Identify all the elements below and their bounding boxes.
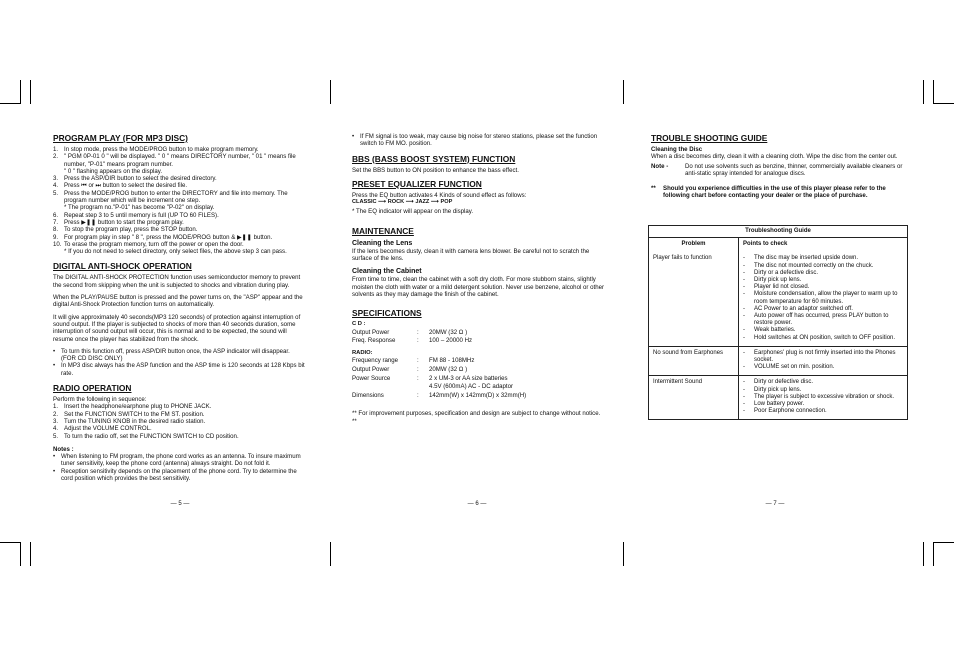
step-number: 5. xyxy=(53,189,59,197)
column-header-points: Points to check xyxy=(743,241,788,248)
step-number: 1. xyxy=(53,403,59,411)
step-number: 1. xyxy=(53,146,59,153)
checks-cell xyxy=(739,252,907,345)
step-text: In stop mode, press the MODE/PROG button to make program memory. xyxy=(64,146,259,153)
problem-cell: No sound from Earphones xyxy=(649,347,739,376)
step-number: 3. xyxy=(53,175,59,183)
spec-colon: : xyxy=(417,374,419,382)
radio-steps xyxy=(53,403,306,439)
step-text: Insert the headphone/earphone plug to PHONE JACK. xyxy=(64,403,212,411)
bbs-heading: BBS (BASS BOOST SYSTEM) FUNCTION xyxy=(352,153,516,164)
list-item xyxy=(53,418,306,425)
problem-cell: Player fails to function xyxy=(649,252,739,345)
list-item xyxy=(53,403,306,410)
table-title: Troubleshooting Guide xyxy=(649,226,907,238)
column-header-problem: Problem xyxy=(649,238,739,252)
anti-shock-bullets xyxy=(53,348,306,377)
star-label: ** xyxy=(651,185,656,193)
list-item xyxy=(53,168,306,175)
step-text: Press ▶❚❚ button to start the program play. xyxy=(64,218,184,226)
table-row xyxy=(649,252,907,345)
list-item xyxy=(53,204,306,211)
troubleshooting-heading: TROUBLE SHOOTING GUIDE xyxy=(651,133,768,143)
list-item xyxy=(53,241,306,248)
spec-value: 20MW (32 Ω ) xyxy=(429,328,468,336)
list-item xyxy=(53,433,306,440)
step-text: " 0 " flashing appears on the display. xyxy=(64,167,163,175)
step-text: To stop the program play, press the STOP button. xyxy=(64,226,198,234)
cabinet-text: From time to time, clean the cabinet with a soft dry cloth. For more stubborn stains, slightly moisten the cloth with water or a mild detergent solution. Never use benzene, alcohol or other solvents as they may damage the finish of the cabinet. xyxy=(352,276,605,298)
list-item: - Hold switches at ON position, switch to OFF position. xyxy=(743,334,896,341)
step-number: 4. xyxy=(53,425,59,433)
step-number: 9. xyxy=(53,233,59,241)
cleaning-disc-title: Cleaning the Disc xyxy=(651,146,703,153)
arrow-right-icon: ⟶ xyxy=(430,199,439,206)
cd-specs xyxy=(352,329,605,345)
step-text: To erase the program memory, turn off the power or open the door. xyxy=(64,240,244,248)
spec-value: 2 x UM-3 or AA size batteries xyxy=(429,374,508,382)
radio-specs xyxy=(352,357,605,399)
program-play-steps xyxy=(53,146,306,255)
step-text: Repeat step 3 to 5 until memory is full (UP TO 60 FILES). xyxy=(64,211,219,219)
step-text: * If you do not need to select directory, only select files, the above step 3 can pass. xyxy=(64,248,287,256)
page-6 xyxy=(352,133,605,425)
eq-heading: PRESET EQUALIZER FUNCTION xyxy=(352,178,482,189)
step-number: 3. xyxy=(53,417,59,425)
page-7 xyxy=(651,133,906,200)
spec-colon xyxy=(417,383,429,390)
table-row xyxy=(649,346,907,376)
eq-text: Press the EQ button activates 4 Kinds of sound effect as follows: xyxy=(352,191,527,199)
list-item: - Dirty pick up lens. xyxy=(743,386,802,393)
spec-colon: : xyxy=(417,392,419,400)
list-item: - Dirty or defective disc. xyxy=(743,379,814,386)
step-number xyxy=(53,248,64,255)
arrow-right-icon: ⟶ xyxy=(378,199,387,206)
spec-value: 20MW (32 Ω ) xyxy=(429,365,468,373)
troubleshooting-table xyxy=(648,225,908,420)
note-text: Do not use solvents such as benzine, thinner, commercially available cleaners or anti-static spray intended for analogue discs. xyxy=(685,162,903,177)
bbs-text: Set the BBS button to ON position to enhance the bass effect. xyxy=(352,166,519,174)
anti-shock-paragraph-3: It will give approximately 40 seconds(MP3 120 seconds) of protection against interruption of sound output. If the player is subjected to shocks of more than 40 seconds duration, some interruption of sound output will occur, this is normal and to be expected, the sound will resume once the player has stabilized from the shock. xyxy=(53,313,301,343)
step-number: 6. xyxy=(53,211,59,219)
page-number-6: — 6 — xyxy=(467,501,487,507)
step-number: 4. xyxy=(53,182,59,190)
anti-shock-paragraph-1: The DIGITAL ANTI-SHOCK PROTECTION function uses semiconductor memory to prevent the second from skipping when the unit is subjected to shocks and vibration during play. xyxy=(53,274,301,289)
list-item: - Poor Earphone connection. xyxy=(743,408,827,415)
step-text: Turn the TUNING KNOB in the desired radio station. xyxy=(64,417,206,425)
star-text: Should you experience difficulties in the use of this player please refer to the following chart before contacting your dealer or the place of purchase. xyxy=(663,185,886,200)
eq-mode-classic: CLASSIC xyxy=(352,199,377,206)
list-item: - AC Power to an adaptor switched off. xyxy=(743,305,853,312)
spec-key: Freq. Response xyxy=(352,337,396,345)
refer-chart-note xyxy=(651,185,906,200)
step-number: 5. xyxy=(53,432,59,440)
list-item: - Low battery power. xyxy=(743,401,805,408)
list-item xyxy=(53,234,306,241)
list-item xyxy=(53,190,306,205)
list-item: - Dirty or a defective disc. xyxy=(743,269,819,276)
list-item: - The disc not mounted correctly on the chuck. xyxy=(743,262,874,269)
checks-cell xyxy=(739,376,907,419)
list-item: • Reception sensitivity depends on the placement of the phone cord. Try to determine the cord position which provides the best sensitivity. xyxy=(53,467,297,482)
step-number xyxy=(53,204,64,211)
checks-cell xyxy=(739,347,907,376)
table-body xyxy=(649,252,907,419)
list-item: - Earphones' plug is not firmly inserted into the Phones socket. xyxy=(743,349,896,364)
list-item xyxy=(53,425,306,432)
spec-value: 100 – 20000 Hz xyxy=(429,337,473,345)
cleaning-disc-text: When a disc becomes dirty, clean it with a cleaning cloth. Wipe the disc from the center out. xyxy=(651,153,898,161)
anti-shock-paragraph-2: When the PLAY/PAUSE button is pressed and the power turns on, the "ASP" appear and the digital Anti-Shock Protection function turns on automatically. xyxy=(53,294,303,309)
specs-footnote: ** For improvement purposes, specification and design are subject to change without notice. ** xyxy=(352,410,601,425)
list-item xyxy=(53,212,306,219)
notes-label: Notes : xyxy=(53,445,74,453)
page-number-7: — 7 — xyxy=(765,501,785,507)
list-item: - Moisture condensation, allow the player to warm up to room temperature for 60 minutes. xyxy=(743,291,898,305)
step-text: Press the MODE/PROG button to enter the DIRECTORY and file into memory. The program number which will be increment one step. xyxy=(64,189,288,205)
list-item xyxy=(53,226,306,233)
table-row xyxy=(649,375,907,419)
spec-key: Output Power xyxy=(352,328,390,336)
spec-value: FM 88 - 108MHz xyxy=(429,356,475,364)
spec-key: Frequency range xyxy=(352,356,399,364)
eq-note: * The EQ indicator will appear on the display. xyxy=(352,208,474,216)
cleaning-note xyxy=(651,163,906,178)
spec-value: 142mm(W) x 142mm(D) x 32mm(H) xyxy=(429,392,527,400)
spec-colon: : xyxy=(417,328,419,336)
radio-heading: RADIO OPERATION xyxy=(53,383,132,394)
program-play-heading: PROGRAM PLAY (FOR MP3 DISC) xyxy=(53,133,188,143)
step-text: * The program no."P-01" has become "P-02" on display. xyxy=(64,204,215,212)
anti-shock-heading: DIGITAL ANTI-SHOCK OPERATION xyxy=(53,261,192,272)
page-5 xyxy=(53,133,306,482)
specs-heading: SPECIFICATIONS xyxy=(352,308,422,319)
step-text: Adjust the VOLUME CONTROL. xyxy=(64,425,152,433)
step-text: Press the ASP/DIR button to select the desired directory. xyxy=(64,175,217,183)
step-number: 2. xyxy=(53,153,59,161)
spec-colon: : xyxy=(417,356,419,364)
page-number-5: — 5 — xyxy=(170,501,190,507)
spec-value: 4.5V (600mA) AC - DC adaptor xyxy=(429,383,513,391)
step-number xyxy=(53,168,64,175)
list-item: - The player is subject to excessive vibration or shock. xyxy=(743,393,895,400)
list-item xyxy=(53,219,306,226)
list-item: • To turn this function off, press ASP/DIR button once, the ASP indicator will disappear. (FOR CD DISC ONLY) xyxy=(53,347,290,363)
step-text: Set the FUNCTION SWITCH to the FM ST. position. xyxy=(64,410,205,418)
step-text: Press ⏮ or ⏭ button to select the desired file. xyxy=(64,182,188,190)
list-item: - VOLUME set on min. position. xyxy=(743,364,835,371)
radio-notes xyxy=(53,453,306,482)
list-item: • When listening to FM program, the phone cord works as an antenna. To insure maximum tuner sensitivity, keep the phone cord (antenna) always straight. Do not fold it. xyxy=(53,453,301,468)
list-item: - Player lid not closed. xyxy=(743,284,810,291)
list-item: - Weak batteries. xyxy=(743,327,796,334)
radio-intro: Perform the following in sequence: xyxy=(53,396,147,404)
note-label: Note - xyxy=(651,162,669,170)
table-header-row xyxy=(649,238,907,252)
lens-text: If the lens becomes dusty, clean it with camera lens blower. Be careful not to scratch the surface of the lens. xyxy=(352,247,590,263)
eq-mode-rock: ROCK xyxy=(387,199,405,206)
list-item: - Dirty pick up lens. xyxy=(743,277,802,284)
cd-label: C D : xyxy=(352,321,366,328)
step-number: 7. xyxy=(53,218,59,226)
step-text: To turn the radio off, set the FUNCTION SWITCH to CD position. xyxy=(64,432,239,440)
list-item xyxy=(53,248,306,255)
step-number: 8. xyxy=(53,226,59,234)
eq-mode-sequence xyxy=(352,199,605,206)
spec-key: Power Source xyxy=(352,374,391,382)
spec-colon: : xyxy=(417,337,419,345)
cabinet-title: Cleaning the Cabinet xyxy=(352,268,422,276)
list-item: • If FM signal is too weak, may cause big noise for stereo stations, please set the function switch to FM MO. position. xyxy=(352,133,598,148)
spec-key xyxy=(352,383,417,390)
spec-colon: : xyxy=(417,365,419,373)
list-item xyxy=(53,411,306,418)
eq-mode-pop: POP xyxy=(440,199,453,206)
list-item xyxy=(53,146,306,153)
spec-key: Output Power xyxy=(352,365,390,373)
lens-title: Cleaning the Lens xyxy=(352,239,413,247)
list-item: - The disc may be inserted upside down. xyxy=(743,255,859,262)
eq-mode-jazz: JAZZ xyxy=(415,199,430,206)
arrow-right-icon: ⟶ xyxy=(405,199,414,206)
list-item: - Auto power off has occurred, press PLAY button to restore power. xyxy=(743,313,889,327)
list-item xyxy=(53,153,306,168)
step-text: " PGM 0P-01 0 " will be displayed. " 0 " means DIRECTORY number, " 01 " means file number, "P-01" means program number. xyxy=(64,153,296,168)
list-item xyxy=(53,182,306,189)
step-number: 10. xyxy=(53,240,62,248)
step-number: 2. xyxy=(53,410,59,418)
list-item xyxy=(53,175,306,182)
maintenance-heading: MAINTENANCE xyxy=(352,225,414,236)
list-item: • In MP3 disc always has the ASP function and the ASP time is 120 seconds at 128 Kbps bit rate. xyxy=(53,362,305,377)
radio-label: RADIO: xyxy=(352,349,373,356)
step-text: For program play in step " 8 ", press the MODE/PROG button & ▶❚❚ button. xyxy=(64,233,273,241)
spec-key: Dimensions xyxy=(352,392,384,400)
problem-cell: Intermittent Sound xyxy=(649,376,739,419)
